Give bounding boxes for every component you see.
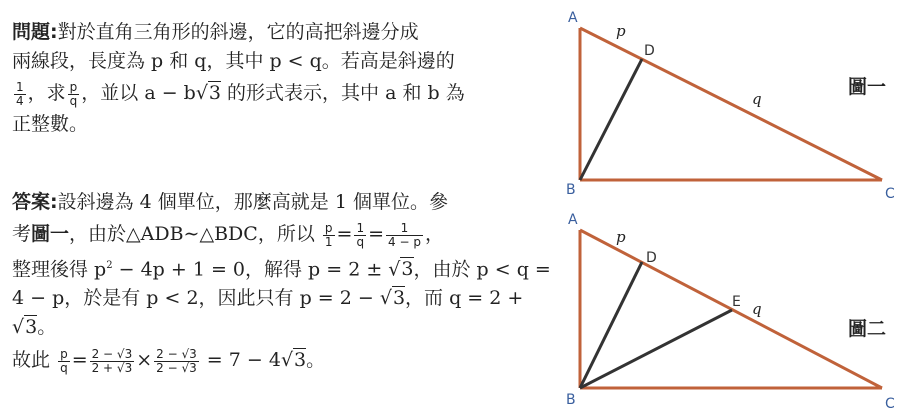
fraction-2m-over-2m <box>154 348 199 375</box>
frac-num: 1 <box>386 222 423 236</box>
answer-text-3c: ，由於 p < q = <box>413 258 551 281</box>
fraction-p-over-1 <box>323 222 335 249</box>
answer-line-2 <box>12 217 552 251</box>
answer-line-6: 故此 $\frac{p}{q}$ = $\frac{2 - √3}{2 + √3}$ × $\frac{2 - √3}{2 - √3}$ = 7 − 4√3。 <box>12 346 326 375</box>
frac-num: p <box>323 222 335 236</box>
answer-line-4: 4 − p，於是有 p < 2，因此只有 p = 2 − √3，而 q = 2 + <box>12 287 524 310</box>
equals-sign: = <box>368 223 384 245</box>
vertex-c-label: C <box>885 186 895 202</box>
frac-num: 2 − √3 <box>156 346 197 361</box>
sqrt-radicand: 3 <box>294 349 307 372</box>
median-be <box>580 310 732 388</box>
altitude-bd <box>580 59 642 180</box>
hypotenuse-ac <box>580 28 882 180</box>
frac-den: 4 − p <box>388 234 421 249</box>
problem-text-4: 正整數。 <box>12 113 89 135</box>
segment-p-label: p <box>616 228 626 246</box>
equals-sign: = <box>336 223 353 245</box>
answer-text-3b: − 4p + 1 = 0，解得 p = 2 ± <box>112 258 389 281</box>
sqrt-radicand: 3 <box>25 316 38 339</box>
problem-text-2: 兩線段，長度為 p 和 q，其中 p < q。若高是斜邊的 <box>12 50 455 72</box>
fraction-one-quarter <box>14 81 26 108</box>
fraction-2m-over-2p <box>90 348 135 375</box>
answer-heading: 答案 <box>12 191 51 213</box>
frac-den: 2 − √3 <box>156 360 197 375</box>
frac-den: q <box>60 360 68 375</box>
point-e-label: E <box>732 294 741 310</box>
frac-num: 1 <box>16 79 24 94</box>
frac-den: 2 + √3 <box>91 360 133 375</box>
answer-colon: : <box>50 191 58 213</box>
problem-text-3b: ，並以 a − b <box>81 82 196 104</box>
answer-text-4a: 4 − p，於是有 p < 2，因此只有 p = 2 − <box>12 287 380 310</box>
point-d-label: D <box>644 43 655 59</box>
segment-p-label: p <box>616 22 626 40</box>
frac-num: p <box>69 79 78 94</box>
frac-num: p <box>60 346 68 361</box>
figure-1-diagram <box>560 8 900 203</box>
fraction-1-over-q <box>354 222 366 249</box>
figure-2 <box>560 210 900 415</box>
frac-num: 2 − √3 <box>91 346 133 361</box>
problem-line-2 <box>12 47 552 76</box>
figure-1 <box>560 8 900 203</box>
answer-text-6c: 。 <box>306 349 326 372</box>
problem-line-1 <box>12 18 552 47</box>
vertex-c-label: C <box>885 396 895 412</box>
problem-block <box>12 18 552 139</box>
answer-text-2c: ， <box>424 223 444 245</box>
fraction-p-over-q <box>58 348 70 375</box>
superscript-2: 2 <box>106 260 113 271</box>
vertex-b-label: B <box>566 392 576 408</box>
sqrt-radicand: 3 <box>392 287 406 310</box>
sqrt-radicand: 3 <box>401 258 414 281</box>
fraction-1-over-4-minus-p <box>386 222 423 249</box>
figure-2-diagram <box>560 210 900 415</box>
problem-colon: : <box>50 21 58 43</box>
vertex-a-label: A <box>568 212 578 228</box>
answer-text-4b: ，而 q = 2 + <box>405 287 524 310</box>
equals-sign: = <box>71 349 88 372</box>
figure-reference: 圖一 <box>31 223 70 245</box>
sqrt-radicand: 3 <box>208 82 222 104</box>
problem-line-4 <box>12 110 552 139</box>
problem-text-1: 對於直角三角形的斜邊，它的高把斜邊分成 <box>57 21 419 43</box>
answer-line-1 <box>12 188 552 217</box>
problem-text-3c: 的形式表示，其中 a 和 b 為 <box>221 82 465 104</box>
fraction-p-over-q <box>68 81 80 108</box>
altitude-bd <box>580 262 642 388</box>
answer-text-2a: 考 <box>12 223 32 245</box>
answer-block <box>12 188 552 378</box>
answer-text-6a: 故此 <box>12 349 51 372</box>
figure-2-label: 圖二 <box>848 318 887 340</box>
problem-line-3: $\frac{1}{4}$ ，求 $\frac{p}{q}$ ，並以 a − b√3 的形式表示，其中 a 和 b 為 <box>16 79 465 108</box>
vertex-a-label: A <box>568 10 578 26</box>
frac-den: 4 <box>16 93 24 108</box>
answer-line-3: 整理後得 $p^2 - 4p + 1 = 0$，解得 p = 2 ± √3，由於 p < q = <box>12 258 551 281</box>
segment-q-label: q <box>752 90 762 108</box>
answer-line-5: √3。 <box>12 316 57 339</box>
answer-text-6b: = 7 − 4 <box>200 349 281 372</box>
frac-den: q <box>356 234 365 249</box>
frac-num: 1 <box>356 220 365 235</box>
frac-den: 1 <box>324 234 333 249</box>
answer-text-2b: ，由於△ADB∼△BDC，所以 <box>69 223 315 245</box>
problem-text-3a: ，求 <box>27 82 66 104</box>
point-d-label: D <box>646 250 657 266</box>
frac-den: q <box>69 93 78 108</box>
answer-text-3a: 整理後得 p <box>12 258 107 281</box>
answer-text-1: 設斜邊為 4 個單位，那麼高就是 1 個單位。參 <box>57 191 448 213</box>
answer-text-5: 。 <box>37 316 57 339</box>
vertex-b-label: B <box>566 182 576 198</box>
figure-1-label: 圖一 <box>848 76 887 98</box>
problem-heading: 問題 <box>12 21 51 43</box>
times-sign: × <box>136 349 153 372</box>
segment-q-label: q <box>752 300 762 318</box>
